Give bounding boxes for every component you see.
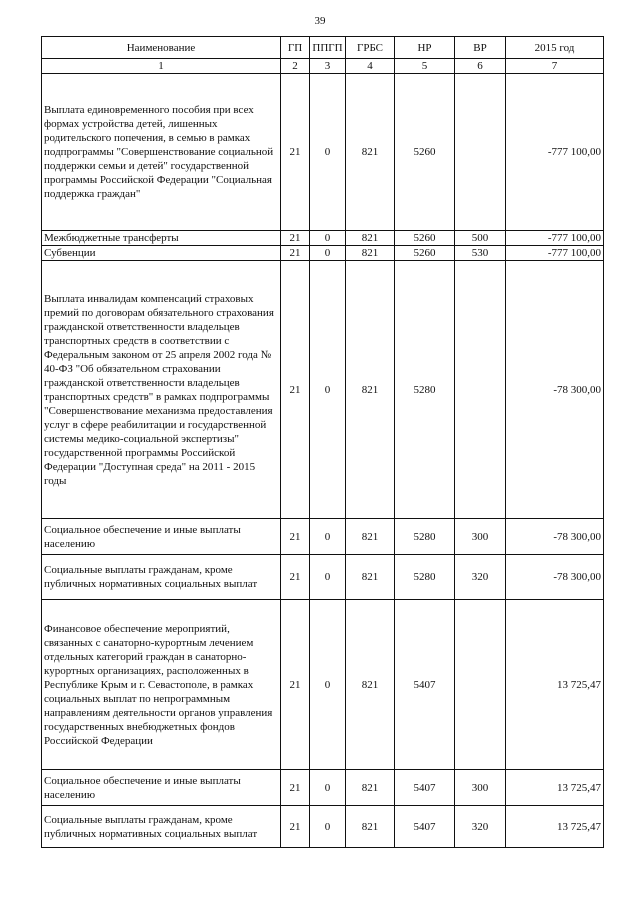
- header-vr: ВР: [455, 37, 506, 59]
- row-nr: 5407: [395, 806, 455, 848]
- table-row: [42, 261, 604, 519]
- table-row: [42, 246, 604, 261]
- row-vr: 300: [455, 519, 506, 555]
- row-gp: 21: [281, 246, 310, 261]
- header-nr: НР: [395, 37, 455, 59]
- row-ppgp: 0: [310, 519, 346, 555]
- row-name: Финансовое обеспечение мероприятий, связанных с санаторно-курортным лечением отдельных категорий граждан в санаторно-курортных организациях, расположенных в Республике Крым и г. Севастополе, в рамках социальных выплат по непрограммным направлениям деятельности органов управления государственных внебюджетных фондов Российской Федерации: [42, 600, 281, 770]
- column-number: 1: [42, 59, 281, 74]
- column-number: 2: [281, 59, 310, 74]
- row-grbs: 821: [346, 519, 395, 555]
- row-ppgp: 0: [310, 74, 346, 231]
- row-grbs: 821: [346, 600, 395, 770]
- row-ppgp: 0: [310, 231, 346, 246]
- column-number: 5: [395, 59, 455, 74]
- row-gp: 21: [281, 261, 310, 519]
- row-nr: 5407: [395, 600, 455, 770]
- row-vr: 530: [455, 246, 506, 261]
- row-grbs: 821: [346, 261, 395, 519]
- row-gp: 21: [281, 600, 310, 770]
- row-ppgp: 0: [310, 246, 346, 261]
- table-row: [42, 231, 604, 246]
- row-gp: 21: [281, 74, 310, 231]
- row-nr: 5280: [395, 519, 455, 555]
- row-vr: 500: [455, 231, 506, 246]
- row-grbs: 821: [346, 74, 395, 231]
- row-amount: -777 100,00: [506, 74, 604, 231]
- row-amount: -777 100,00: [506, 246, 604, 261]
- row-name: Социальные выплаты гражданам, кроме публичных нормативных социальных выплат: [42, 806, 281, 848]
- row-gp: 21: [281, 519, 310, 555]
- row-name: Социальное обеспечение и иные выплаты населению: [42, 770, 281, 806]
- column-number: 7: [506, 59, 604, 74]
- table-row: [42, 770, 604, 806]
- row-vr: [455, 600, 506, 770]
- header-year: 2015 год: [506, 37, 604, 59]
- header-ppgp: ППГП: [310, 37, 346, 59]
- budget-table: [41, 36, 604, 848]
- column-number-row: [42, 59, 604, 74]
- row-name: Субвенции: [42, 246, 281, 261]
- row-grbs: 821: [346, 555, 395, 600]
- row-name: Межбюджетные трансферты: [42, 231, 281, 246]
- row-name: Социальное обеспечение и иные выплаты населению: [42, 519, 281, 555]
- row-name: Социальные выплаты гражданам, кроме публичных нормативных социальных выплат: [42, 555, 281, 600]
- row-nr: 5280: [395, 261, 455, 519]
- row-nr: 5260: [395, 246, 455, 261]
- row-gp: 21: [281, 770, 310, 806]
- row-ppgp: 0: [310, 261, 346, 519]
- header-name: Наименование: [42, 37, 281, 59]
- row-vr: 320: [455, 806, 506, 848]
- row-ppgp: 0: [310, 770, 346, 806]
- table-row: [42, 806, 604, 848]
- row-nr: 5260: [395, 231, 455, 246]
- row-nr: 5407: [395, 770, 455, 806]
- table-row: [42, 519, 604, 555]
- row-vr: [455, 261, 506, 519]
- row-amount: 13 725,47: [506, 600, 604, 770]
- row-nr: 5260: [395, 74, 455, 231]
- table-row: [42, 600, 604, 770]
- page-number: 39: [314, 15, 326, 27]
- row-vr: 300: [455, 770, 506, 806]
- row-grbs: 821: [346, 770, 395, 806]
- row-nr: 5280: [395, 555, 455, 600]
- row-amount: -78 300,00: [506, 519, 604, 555]
- row-amount: -78 300,00: [506, 555, 604, 600]
- row-ppgp: 0: [310, 600, 346, 770]
- row-ppgp: 0: [310, 806, 346, 848]
- table-row: [42, 74, 604, 231]
- row-gp: 21: [281, 806, 310, 848]
- row-ppgp: 0: [310, 555, 346, 600]
- header-row: [42, 37, 604, 59]
- row-name: Выплата инвалидам компенсаций страховых премий по договорам обязательного страхования гражданской ответственности владельцев транспортных средств в соответствии с Федеральным законом от 25 апреля 2002 года № 40-ФЗ "Об обязательном страховании гражданской ответственности владельцев транспортных средств" в рамках подпрограммы "Совершенствование механизма предоставления услуг в сфере реабилитации и государственной системы медико-социальной экспертизы" государственной программы Российской Федерации "Доступная среда" на 2011 - 2015 годы: [42, 261, 281, 519]
- row-grbs: 821: [346, 806, 395, 848]
- column-number: 6: [455, 59, 506, 74]
- column-number: 3: [310, 59, 346, 74]
- row-grbs: 821: [346, 231, 395, 246]
- row-amount: -78 300,00: [506, 261, 604, 519]
- column-number: 4: [346, 59, 395, 74]
- row-amount: 13 725,47: [506, 806, 604, 848]
- row-vr: [455, 74, 506, 231]
- row-name: Выплата единовременного пособия при всех формах устройства детей, лишенных родительского попечения, в семью в рамках подпрограммы "Совершенствование социальной поддержки семьи и детей" государственной программы Российской Федерации "Социальная поддержка граждан": [42, 74, 281, 231]
- header-grbs: ГРБС: [346, 37, 395, 59]
- table-row: [42, 555, 604, 600]
- row-gp: 21: [281, 555, 310, 600]
- header-gp: ГП: [281, 37, 310, 59]
- row-vr: 320: [455, 555, 506, 600]
- row-amount: 13 725,47: [506, 770, 604, 806]
- row-amount: -777 100,00: [506, 231, 604, 246]
- row-gp: 21: [281, 231, 310, 246]
- row-grbs: 821: [346, 246, 395, 261]
